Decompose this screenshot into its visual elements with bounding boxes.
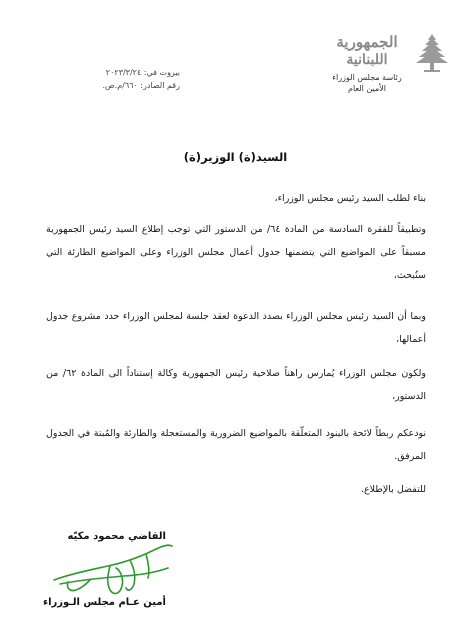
reference-number: رقم الصادر: ٦٦٠/م.ص.	[102, 81, 180, 90]
signer-name: القاضي محمود مكيّه	[67, 531, 166, 542]
letter-meta	[70, 66, 180, 92]
place-date: بيروت في: ٢٠٢٣/٣/٢٤	[105, 68, 180, 77]
signer-title: أمين عـام مجلس الـوزراء	[42, 597, 166, 608]
cedar-tree-icon	[415, 32, 449, 78]
paragraph-authority: ولكون مجلس الوزراء يُمارس راهناً صلاحية رئيس الجمهورية وكالة إستناداً الى المادة ٦٢/ من الدستور،	[46, 368, 426, 402]
salutation: السيد(ة) الوزير(ة)	[183, 150, 288, 164]
paragraph-attachment: نودعكم ربطاً لائحة بالبنود المتعلّقة بالمواضيع الضرورية والمستعجلة والطارئة والمُبتة في الجدول المرفق.	[46, 428, 426, 462]
letterhead-presidency: رئاسة مجلس الوزراء	[332, 73, 402, 82]
paragraph-closing: للتفضل بالإطلاع.	[360, 484, 426, 495]
paragraph-constitution: وتطبيقاً للفقرة السادسة من المادة ٦٤/ من الدستور التي توجب إطلاع السيد رئيس الجمهورية مسبقاً على المواضيع التي يتضمنها جدول أعمال مجلس الوزراء وعلى المواضيع الطارئة التي ستُبحث،	[46, 224, 426, 281]
paragraph-request: بناء لطلب السيد رئيس مجلس الوزراء،	[274, 193, 426, 204]
handwritten-signature	[50, 540, 180, 600]
letterhead-republic-line2: اللبنانية	[346, 52, 388, 68]
letterhead-office: الأمين العام	[347, 84, 387, 93]
paragraph-session: وبما أن السيد رئيس مجلس الوزراء بصدد الدعوة لعقد جلسة لمجلس الوزراء حدد مشروع جدول أعمالها،	[46, 311, 426, 345]
letterhead	[322, 34, 412, 94]
letterhead-republic-line1: الجمهورية	[336, 33, 398, 51]
